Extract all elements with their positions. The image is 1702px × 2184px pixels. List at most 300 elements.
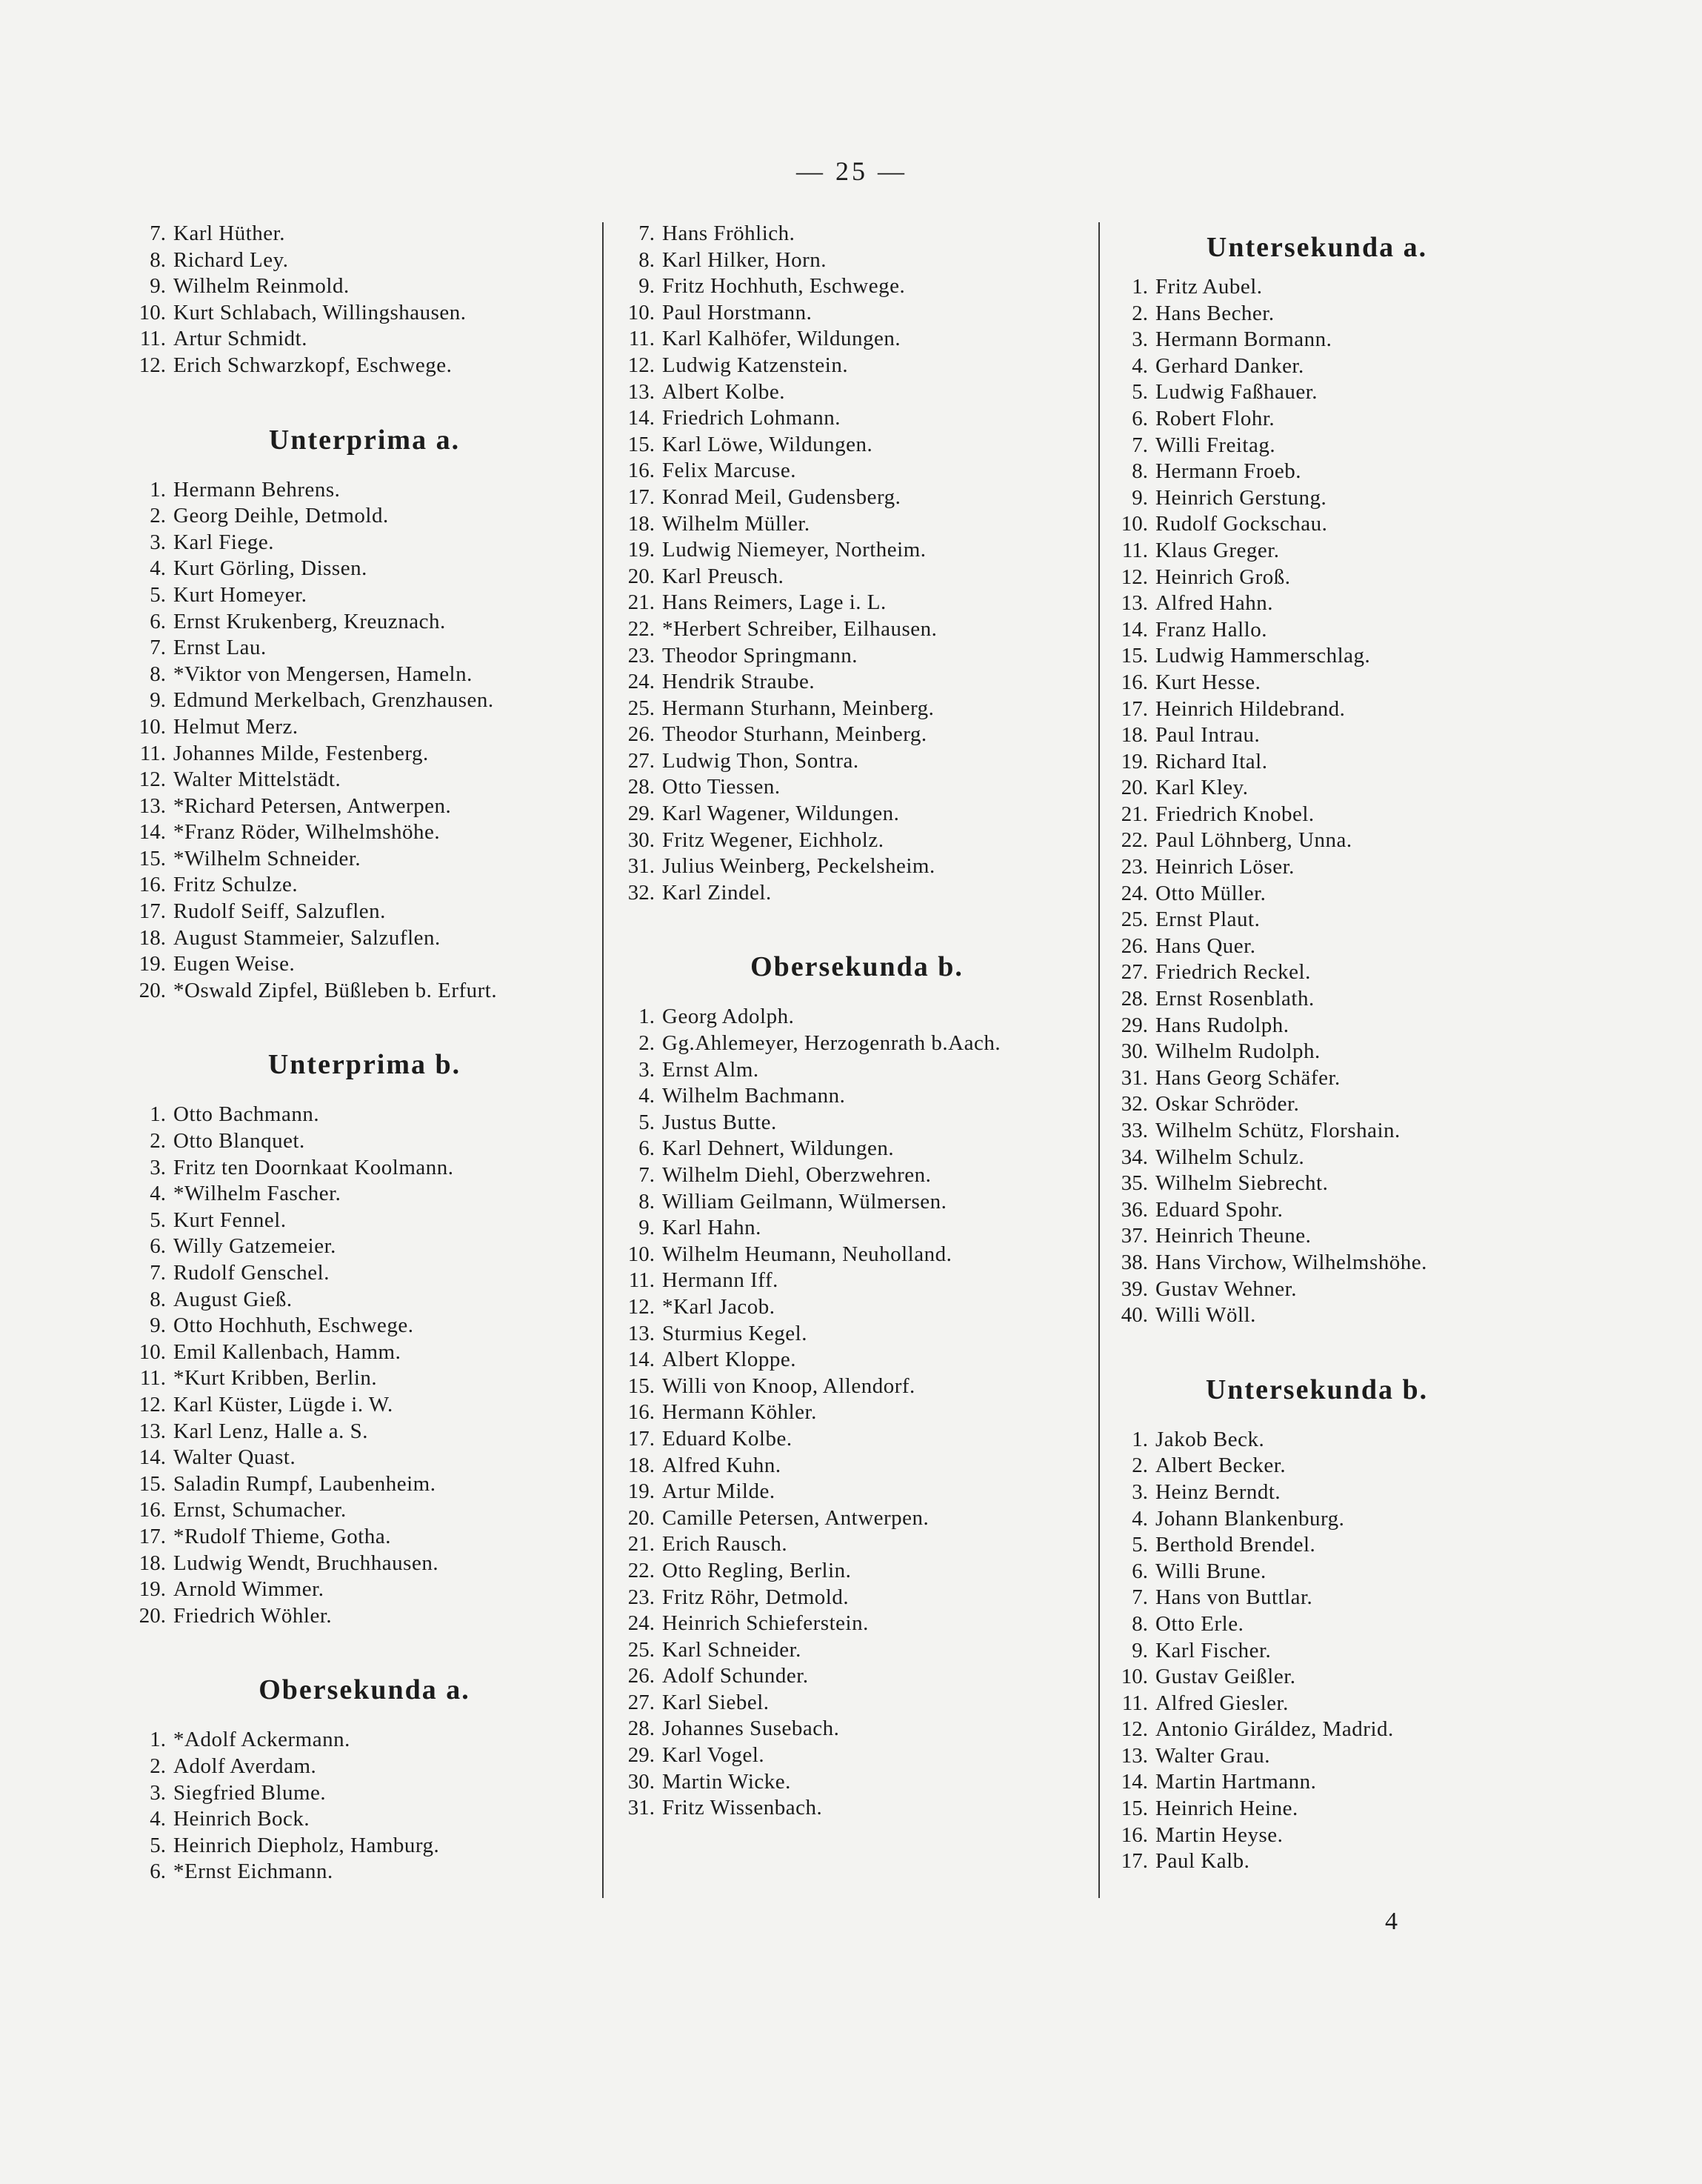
- student-entry: [616, 1083, 1098, 1110]
- student-entry: [127, 951, 601, 978]
- entry-number: 22.: [1121, 828, 1148, 853]
- entry-name: Johann Blankenburg.: [1155, 1506, 1345, 1531]
- student-entry: [1109, 1796, 1524, 1822]
- entry-name: Hermann Behrens.: [173, 477, 341, 502]
- entry-number: 26.: [627, 1664, 655, 1688]
- entry-number: 3.: [638, 1057, 655, 1082]
- entry-number: 19.: [627, 1479, 655, 1504]
- entry-number: 5.: [1132, 1533, 1148, 1557]
- student-entry: [127, 1524, 601, 1551]
- student-entry: [127, 477, 601, 504]
- entry-number: 1.: [150, 477, 166, 502]
- student-entry: [127, 1445, 601, 1471]
- entry-name: Kurt Hesse.: [1155, 670, 1261, 694]
- student-entry: [616, 1004, 1098, 1031]
- entry-number: 30.: [627, 1769, 655, 1794]
- entry-name: Fritz Röhr, Detmold.: [662, 1585, 850, 1609]
- student-entry: [1109, 670, 1524, 696]
- entry-name: Georg Adolph.: [662, 1005, 795, 1029]
- entry-number: 14.: [139, 820, 166, 845]
- entry-name: Julius Weinberg, Peckelsheim.: [662, 854, 935, 879]
- entry-name: Hermann Sturhann, Meinberg.: [662, 696, 935, 720]
- entry-number: 13.: [1121, 1743, 1148, 1768]
- entry-number: 8.: [1132, 1611, 1148, 1636]
- student-entry: [616, 1453, 1098, 1479]
- entry-number: 17.: [1121, 696, 1148, 721]
- entry-name: Walter Quast.: [173, 1445, 296, 1470]
- student-entry: [127, 1208, 601, 1234]
- student-entry: [1109, 1427, 1524, 1454]
- entry-number: 8.: [638, 247, 655, 272]
- entry-number: 20.: [139, 1603, 166, 1628]
- student-entry: [127, 1260, 601, 1287]
- entry-number: 1.: [1132, 1427, 1148, 1451]
- entry-name: *Viktor von Mengersen, Hameln.: [173, 662, 473, 686]
- student-entry: [127, 1780, 601, 1807]
- entry-name: Wilhelm Bachmann.: [662, 1084, 846, 1108]
- student-entry: [127, 978, 601, 1005]
- entry-name: Fritz Wissenbach.: [662, 1796, 823, 1820]
- class-section: [127, 379, 601, 1005]
- student-entry: [616, 1268, 1098, 1294]
- entry-number: 6.: [150, 609, 166, 633]
- entry-name: Artur Milde.: [662, 1479, 775, 1504]
- entry-name: Theodor Sturhann, Meinberg.: [662, 722, 927, 747]
- entry-name: Hans Virchow, Wilhelmshöhe.: [1155, 1250, 1427, 1274]
- entry-name: Erich Schwarzkopf, Eschwege.: [173, 353, 453, 377]
- entry-number: 31.: [627, 1796, 655, 1820]
- entry-name: Hans Georg Schäfer.: [1155, 1065, 1341, 1090]
- entry-number: 10.: [139, 300, 166, 324]
- entry-name: Heinrich Schieferstein.: [662, 1611, 869, 1636]
- student-entry: [1109, 565, 1524, 591]
- entry-name: Albert Kolbe.: [662, 379, 785, 404]
- entry-number: 7.: [150, 222, 166, 245]
- entry-name: Felix Marcuse.: [662, 459, 796, 483]
- entry-number: 22.: [627, 616, 655, 641]
- entry-number: 28.: [627, 775, 655, 799]
- student-entry: [127, 819, 601, 846]
- entry-name: Ernst Lau.: [173, 636, 267, 660]
- entry-name: *Karl Jacob.: [662, 1294, 775, 1319]
- entry-name: Theodor Springmann.: [662, 643, 858, 667]
- student-entry: [1109, 1479, 1524, 1506]
- entry-name: Wilhelm Rudolph.: [1155, 1039, 1321, 1064]
- entry-name: Willy Gatzemeier.: [173, 1234, 336, 1259]
- entry-number: 10.: [627, 300, 655, 324]
- student-entry: [127, 1155, 601, 1182]
- entry-name: *Wilhelm Fascher.: [173, 1182, 341, 1206]
- entry-number: 10.: [139, 1339, 166, 1364]
- entry-name: Karl Küster, Lügde i. W.: [173, 1392, 393, 1416]
- entry-number: 31.: [1121, 1065, 1148, 1090]
- student-entry: [1109, 1822, 1524, 1849]
- entry-name: Artur Schmidt.: [173, 327, 307, 351]
- student-entry: [1109, 854, 1524, 881]
- entry-name: Helmut Merz.: [173, 714, 298, 739]
- class-section: [127, 1629, 601, 1885]
- student-entry: [616, 326, 1098, 353]
- entry-number: 1.: [1132, 275, 1148, 299]
- entry-number: 26.: [1121, 933, 1148, 958]
- entry-name: Paul Intrau.: [1155, 723, 1261, 748]
- entry-name: Friedrich Knobel.: [1155, 802, 1315, 826]
- student-entry: [616, 748, 1098, 775]
- student-entry: [616, 1399, 1098, 1426]
- entry-name: Walter Mittelstädt.: [173, 768, 341, 792]
- entry-name: Adolf Averdam.: [173, 1754, 317, 1778]
- student-entry: [1109, 538, 1524, 565]
- student-entry: [127, 793, 601, 820]
- entry-number: 5.: [150, 1208, 166, 1232]
- student-entry: [127, 635, 601, 662]
- student-entry: [127, 662, 601, 688]
- entry-name: Otto Bachmann.: [173, 1102, 320, 1127]
- student-entry: [616, 1611, 1098, 1637]
- sheet-number: 4: [1385, 1908, 1398, 1935]
- entry-number: 9.: [1132, 485, 1148, 510]
- entry-number: 11.: [1121, 1691, 1148, 1715]
- entry-number: 39.: [1121, 1276, 1148, 1301]
- entry-name: Karl Dehnert, Wildungen.: [662, 1136, 895, 1161]
- entry-name: *Kurt Kribben, Berlin.: [173, 1366, 378, 1391]
- entry-name: Erich Rausch.: [662, 1532, 788, 1557]
- entry-number: 21.: [1121, 802, 1148, 826]
- entry-name: Karl Vogel.: [662, 1743, 765, 1768]
- student-entry: [127, 1577, 601, 1603]
- entry-name: Heinrich Gerstung.: [1155, 485, 1327, 510]
- student-entry: [127, 1471, 601, 1498]
- student-entry: [1109, 1611, 1524, 1638]
- entry-name: Karl Hüther.: [173, 222, 285, 245]
- entry-name: Ernst Krukenberg, Kreuznach.: [173, 609, 446, 633]
- entry-number: 7.: [150, 1261, 166, 1285]
- entry-number: 2.: [638, 1031, 655, 1056]
- entry-number: 10.: [1121, 1665, 1148, 1689]
- entry-name: Hans Quer.: [1155, 933, 1256, 958]
- entry-number: 6.: [150, 1860, 166, 1884]
- entry-name: *Franz Röder, Wilhelmshöhe.: [173, 820, 441, 845]
- entry-number: 11.: [628, 1268, 655, 1293]
- entry-number: 7.: [638, 1163, 655, 1187]
- student-entry: [1109, 722, 1524, 749]
- student-entry: [1109, 802, 1524, 828]
- class-section: [1109, 221, 1524, 1329]
- student-entry: [616, 1795, 1098, 1822]
- student-entry: [616, 774, 1098, 801]
- entry-number: 4.: [1132, 1506, 1148, 1531]
- student-entry: [1109, 749, 1524, 776]
- entry-number: 9.: [150, 274, 166, 299]
- entry-number: 4.: [638, 1084, 655, 1108]
- entry-number: 8.: [638, 1189, 655, 1213]
- student-entry: [127, 1603, 601, 1630]
- entry-number: 16.: [627, 459, 655, 483]
- entry-number: 12.: [1121, 1717, 1148, 1742]
- entry-number: 16.: [1121, 1822, 1148, 1847]
- entry-name: Alfred Hahn.: [1155, 591, 1274, 616]
- entry-name: Hans Fröhlich.: [662, 222, 795, 245]
- student-entry: [127, 899, 601, 925]
- entry-number: 33.: [1121, 1119, 1148, 1142]
- student-entry: [1109, 907, 1524, 933]
- student-entry: [127, 872, 601, 899]
- entry-number: 2.: [150, 1754, 166, 1778]
- entry-number: 20.: [627, 564, 655, 588]
- entry-number: 19.: [139, 1577, 166, 1602]
- entry-number: 37.: [1121, 1224, 1148, 1248]
- student-entry: [1109, 1039, 1524, 1065]
- entry-number: 21.: [627, 590, 655, 615]
- entry-number: 8.: [1132, 459, 1148, 484]
- entry-name: Paul Löhnberg, Unna.: [1155, 828, 1352, 853]
- class-section: [616, 221, 1098, 906]
- entry-number: 35.: [1121, 1171, 1148, 1196]
- entry-name: Ernst, Schumacher.: [173, 1498, 347, 1522]
- entry-number: 15.: [139, 846, 166, 870]
- student-entry: [1109, 1453, 1524, 1479]
- entry-name: Willi Brune.: [1155, 1559, 1267, 1583]
- student-entry: [127, 609, 601, 636]
- entry-name: August Gieß.: [173, 1287, 293, 1311]
- student-entry: [616, 1637, 1098, 1664]
- student-entry: [127, 1859, 601, 1885]
- student-entry: [127, 1128, 601, 1155]
- student-entry: [616, 405, 1098, 432]
- student-entry: [127, 1806, 601, 1833]
- student-entry: [127, 1551, 601, 1577]
- student-entry: [1109, 327, 1524, 353]
- student-entry: [1109, 1691, 1524, 1717]
- student-entry: [1109, 379, 1524, 406]
- student-entry: [616, 432, 1098, 459]
- student-entry: [127, 1313, 601, 1339]
- entry-name: Oskar Schröder.: [1155, 1092, 1300, 1116]
- entry-name: Friedrich Lohmann.: [662, 406, 841, 430]
- entry-number: 3.: [1132, 1479, 1148, 1504]
- entry-number: 5.: [1132, 380, 1148, 404]
- student-entry: [127, 1833, 601, 1860]
- entry-name: Wilhelm Schütz, Florshain.: [1155, 1119, 1401, 1142]
- student-entry: [127, 353, 601, 379]
- entry-name: Robert Flohr.: [1155, 406, 1275, 430]
- entry-name: Heinrich Theune.: [1155, 1224, 1312, 1248]
- entry-number: 27.: [627, 1690, 655, 1714]
- entry-name: Wilhelm Heumann, Neuholland.: [662, 1242, 952, 1266]
- student-entry: [1109, 1506, 1524, 1533]
- entry-name: Richard Ital.: [1155, 749, 1268, 773]
- entry-number: 25.: [1121, 908, 1148, 932]
- entry-number: 6.: [1132, 406, 1148, 430]
- student-entry: [616, 1294, 1098, 1321]
- entry-name: Karl Löwe, Wildungen.: [662, 432, 873, 456]
- entry-name: Gg.Ahlemeyer, Herzogenrath b.Aach.: [662, 1031, 1001, 1056]
- entry-name: Karl Schneider.: [662, 1637, 801, 1662]
- entry-name: Ludwig Hammerschlag.: [1155, 644, 1371, 668]
- entry-number: 10.: [627, 1242, 655, 1266]
- entry-number: 5.: [150, 582, 166, 607]
- student-entry: [616, 1690, 1098, 1717]
- entry-name: Willi von Knoop, Allendorf.: [662, 1374, 915, 1398]
- student-entry: [127, 1419, 601, 1445]
- entry-name: Johannes Milde, Festenberg.: [173, 741, 429, 765]
- entry-number: 5.: [638, 1110, 655, 1134]
- section-heading: Untersekunda a.: [1206, 232, 1428, 263]
- student-entry: [1109, 590, 1524, 617]
- entry-name: Hermann Köhler.: [662, 1400, 817, 1425]
- entry-name: Paul Kalb.: [1155, 1849, 1250, 1874]
- student-entry: [1109, 1145, 1524, 1171]
- student-list: [127, 221, 601, 379]
- entry-number: 17.: [1121, 1849, 1148, 1874]
- entry-name: Heinrich Löser.: [1155, 855, 1295, 879]
- entry-name: Karl Wagener, Wildungen.: [662, 802, 900, 826]
- entry-name: Ernst Rosenblath.: [1155, 987, 1315, 1011]
- entry-name: Karl Fiege.: [173, 530, 274, 554]
- entry-number: 12.: [627, 353, 655, 377]
- student-entry: [127, 1287, 601, 1314]
- entry-number: 7.: [1132, 1585, 1148, 1610]
- entry-number: 5.: [150, 1833, 166, 1857]
- student-entry: [1109, 1223, 1524, 1250]
- entry-name: Jakob Beck.: [1155, 1427, 1265, 1451]
- entry-number: 2.: [150, 504, 166, 528]
- entry-name: Otto Tiessen.: [662, 775, 781, 799]
- entry-number: 9.: [1132, 1638, 1148, 1662]
- entry-number: 27.: [1121, 960, 1148, 985]
- entry-name: *Wilhelm Schneider.: [173, 846, 361, 870]
- entry-number: 17.: [627, 1426, 655, 1451]
- entry-name: Ernst Alm.: [662, 1057, 759, 1082]
- student-entry: [616, 564, 1098, 590]
- entry-name: Alfred Kuhn.: [662, 1453, 781, 1477]
- student-entry: [1109, 274, 1524, 301]
- entry-name: Willi Wöll.: [1155, 1303, 1256, 1328]
- entry-name: Franz Hallo.: [1155, 617, 1267, 642]
- entry-number: 2.: [1132, 301, 1148, 325]
- student-list: [127, 477, 601, 1005]
- student-entry: [1109, 828, 1524, 854]
- entry-number: 11.: [139, 741, 166, 765]
- entry-number: 8.: [150, 662, 166, 686]
- student-entry: [1109, 1743, 1524, 1770]
- entry-number: 14.: [1121, 1770, 1148, 1794]
- entry-number: 24.: [627, 1611, 655, 1636]
- section-heading: Unterprima a.: [268, 424, 461, 456]
- entry-number: 24.: [627, 670, 655, 694]
- entry-number: 15.: [627, 1374, 655, 1398]
- entry-number: 11.: [139, 327, 166, 351]
- entry-name: Hans Rudolph.: [1155, 1013, 1289, 1037]
- entry-name: *Herbert Schreiber, Eilhausen.: [662, 616, 938, 641]
- entry-name: Wilhelm Diehl, Oberzwehren.: [662, 1163, 932, 1187]
- student-entry: [616, 1374, 1098, 1400]
- entry-name: Kurt Homeyer.: [173, 582, 307, 607]
- student-entry: [1109, 406, 1524, 433]
- entry-number: 3.: [150, 1780, 166, 1805]
- entry-number: 13.: [627, 1321, 655, 1345]
- entry-name: Fritz Hochhuth, Eschwege.: [662, 274, 906, 299]
- student-entry: [127, 1102, 601, 1128]
- student-entry: [1109, 1091, 1524, 1118]
- entry-number: 16.: [1121, 670, 1148, 694]
- student-entry: [616, 801, 1098, 828]
- entry-name: Emil Kallenbach, Hamm.: [173, 1339, 401, 1364]
- student-entry: [1109, 986, 1524, 1013]
- entry-name: Eduard Spohr.: [1155, 1197, 1284, 1222]
- entry-number: 15.: [627, 432, 655, 456]
- student-entry: [1109, 643, 1524, 670]
- student-entry: [616, 880, 1098, 907]
- column-1: [127, 221, 601, 1885]
- entry-number: 16.: [627, 1400, 655, 1425]
- student-entry: [127, 1754, 601, 1780]
- entry-number: 18.: [139, 1551, 166, 1575]
- student-list: [1109, 1427, 1524, 1875]
- student-entry: [127, 1339, 601, 1366]
- student-entry: [616, 1321, 1098, 1348]
- entry-name: Walter Grau.: [1155, 1743, 1271, 1768]
- student-list: [616, 221, 1098, 906]
- student-entry: [616, 300, 1098, 327]
- entry-number: 14.: [1121, 617, 1148, 642]
- student-entry: [616, 1189, 1098, 1216]
- entry-name: Rudolf Genschel.: [173, 1261, 330, 1285]
- entry-number: 32.: [1121, 1092, 1148, 1116]
- entry-name: Kurt Görling, Dissen.: [173, 556, 367, 581]
- entry-name: Otto Regling, Berlin.: [662, 1558, 852, 1582]
- entry-name: Otto Hochhuth, Eschwege.: [173, 1314, 414, 1338]
- entry-number: 15.: [139, 1471, 166, 1496]
- student-entry: [616, 247, 1098, 274]
- student-entry: [616, 1663, 1098, 1690]
- entry-number: 14.: [627, 406, 655, 430]
- entry-name: Ludwig Thon, Sontra.: [662, 748, 859, 773]
- entry-name: Albert Becker.: [1155, 1454, 1286, 1478]
- entry-number: 28.: [627, 1717, 655, 1741]
- entry-name: Karl Zindel.: [662, 880, 772, 905]
- entry-name: Wilhelm Reinmold.: [173, 274, 350, 299]
- student-entry: [1109, 1171, 1524, 1197]
- entry-name: Rudolf Gockschau.: [1155, 512, 1328, 536]
- student-entry: [616, 1505, 1098, 1532]
- student-entry: [127, 714, 601, 741]
- student-entry: [1109, 353, 1524, 380]
- entry-name: William Geilmann, Wülmersen.: [662, 1189, 947, 1213]
- entry-name: Hermann Iff.: [662, 1268, 778, 1293]
- entry-number: 3.: [150, 1155, 166, 1179]
- student-entry: [127, 1365, 601, 1392]
- entry-name: Johannes Susebach.: [662, 1717, 840, 1741]
- student-entry: [1109, 1065, 1524, 1092]
- entry-name: *Rudolf Thieme, Gotha.: [173, 1524, 391, 1548]
- entry-number: 15.: [1121, 1797, 1148, 1821]
- student-list: [127, 1727, 601, 1885]
- student-list: [616, 1004, 1098, 1821]
- entry-name: Arnold Wimmer.: [173, 1577, 324, 1602]
- column-rule-right: [1098, 222, 1100, 1898]
- student-entry: [1109, 1664, 1524, 1691]
- entry-number: 11.: [1121, 538, 1148, 562]
- entry-name: Antonio Giráldez, Madrid.: [1155, 1717, 1394, 1742]
- entry-number: 29.: [627, 802, 655, 826]
- entry-number: 9.: [150, 688, 166, 713]
- entry-name: Wilhelm Siebrecht.: [1155, 1171, 1329, 1196]
- student-list: [127, 1102, 601, 1629]
- entry-name: Heinrich Bock.: [173, 1807, 310, 1831]
- entry-name: Friedrich Wöhler.: [173, 1603, 333, 1628]
- entry-number: 36.: [1121, 1197, 1148, 1222]
